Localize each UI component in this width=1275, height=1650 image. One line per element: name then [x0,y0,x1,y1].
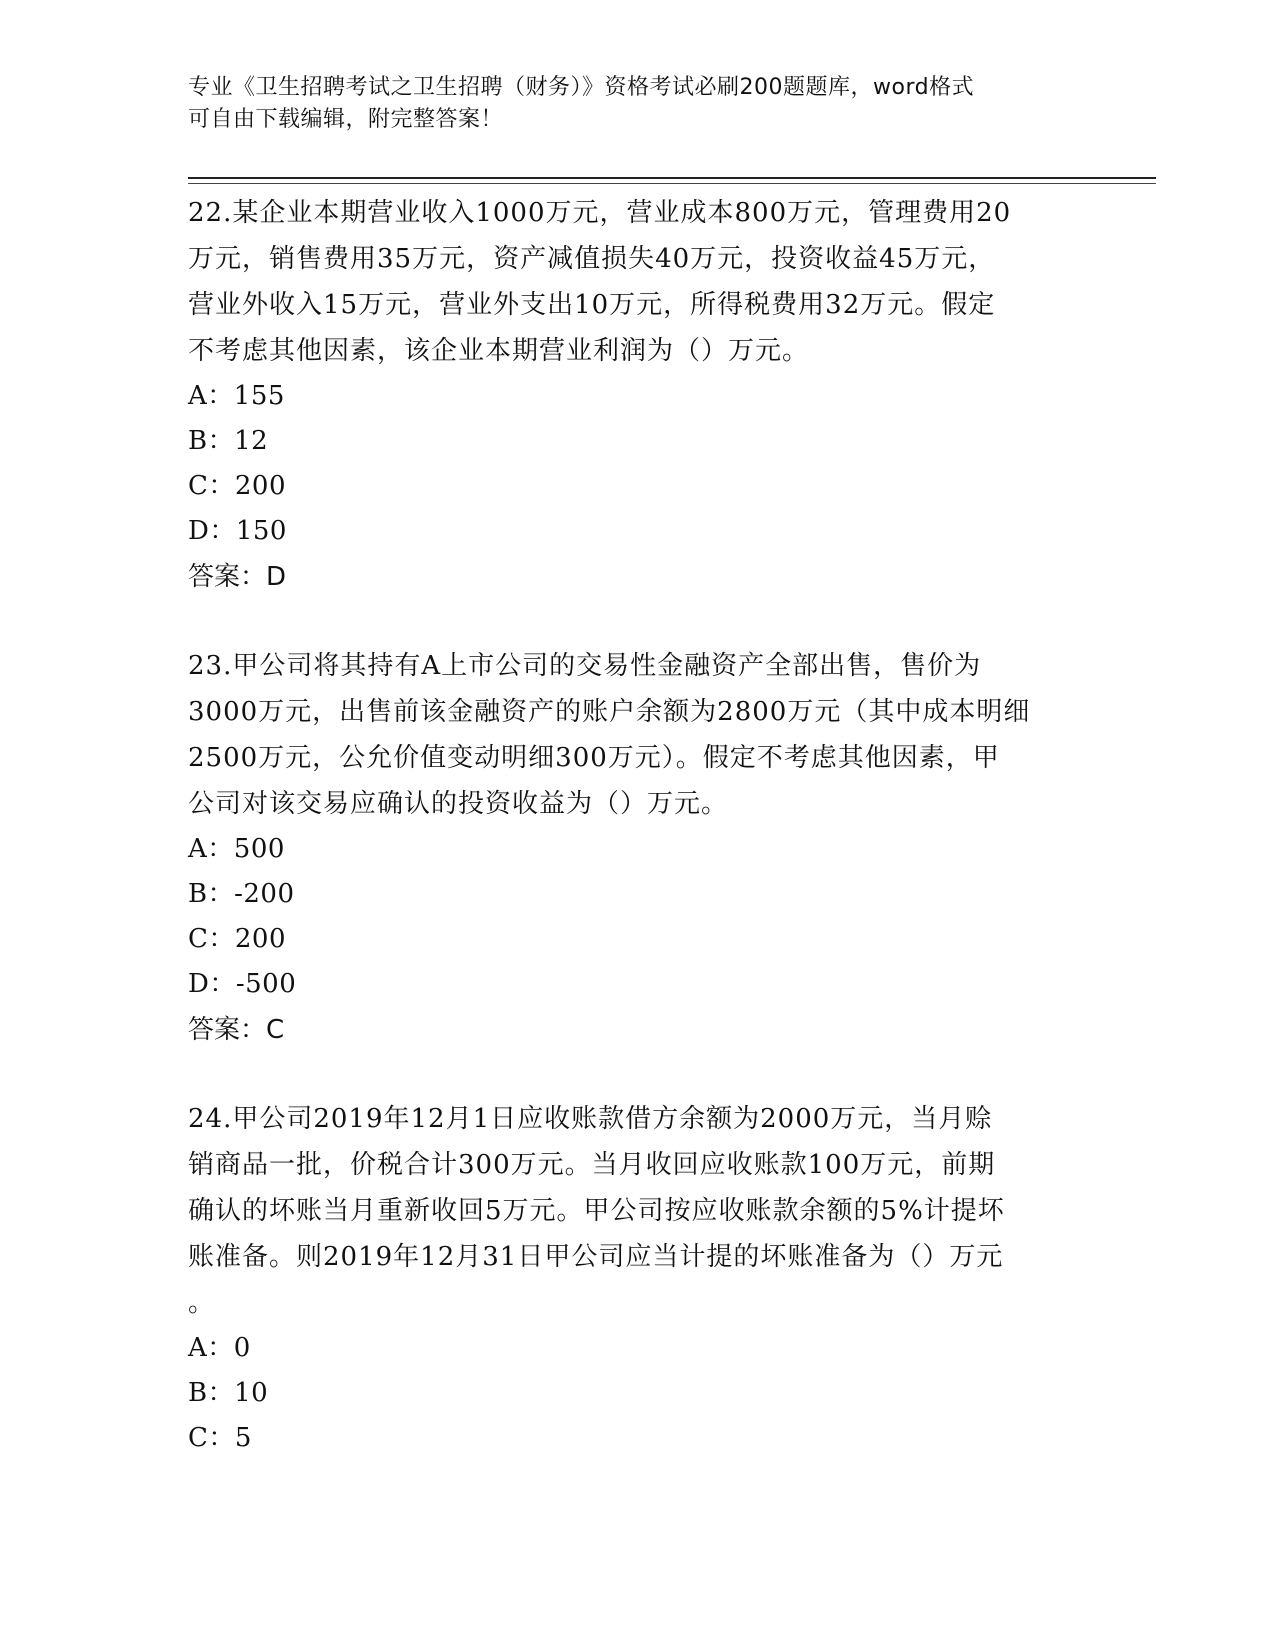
header-divider-thin [188,183,1156,184]
option-d: D：150 [188,516,287,546]
question-spacer [188,1053,1088,1096]
option-a: A：500 [188,834,285,864]
stem-line: 2500万元，公允价值变动明细300万元）。假定不考虑其他因素，甲 [188,743,1000,773]
stem-line: 营业外收入15万元，营业外支出10万元，所得税费用32万元。假定 [188,290,996,320]
header-divider-thick [188,177,1156,179]
stem-line: 3000万元，出售前该金融资产的账户余额为2800万元（其中成本明细 [188,697,1031,727]
question-24 [188,1096,1088,1461]
header-line-1: 专业《卫生招聘考试之卫生招聘（财务）》资格考试必刷200题题库，word格式 [188,75,975,100]
stem-line: 万元，销售费用35万元，资产减值损失40万元，投资收益45万元， [188,244,996,274]
page-header [188,72,1068,136]
stem-line: 账准备。则2019年12月31日甲公司应当计提的坏账准备为（）万元 [188,1242,1004,1272]
stem-line: 24.甲公司2019年12月1日应收账款借方余额为2000万元，当月赊 [188,1104,993,1134]
option-b: B：12 [188,426,269,456]
question-stem [188,190,1078,374]
answer-text: 答案：C [188,1015,285,1045]
option-b: B：10 [188,1378,269,1408]
option-b: B：-200 [188,879,295,909]
option-c: C：200 [188,924,287,954]
stem-line: 公司对该交易应确认的投资收益为（）万元。 [188,789,729,819]
option-d: D：-500 [188,969,297,999]
question-list [188,190,1088,1461]
option-a: A：155 [188,381,285,411]
option-a: A：0 [188,1333,251,1363]
question-spacer [188,600,1088,643]
option-c: C：5 [188,1423,252,1453]
stem-line: 销商品一批，价税合计300万元。当月收回应收账款100万元，前期 [188,1150,996,1180]
question-stem [188,1096,1078,1326]
answer-text: 答案：D [188,562,287,592]
question-22 [188,190,1088,600]
stem-line: 22.某企业本期营业收入1000万元，营业成本800万元，管理费用20 [188,198,1012,228]
stem-line: 确认的坏账当月重新收回5万元。甲公司按应收账款余额的5%计提坏 [188,1196,1005,1226]
header-line-2: 可自由下载编辑，附完整答案！ [188,107,504,132]
stem-line: 23.甲公司将其持有A上市公司的交易性金融资产全部出售，售价为 [188,651,982,681]
question-23 [188,643,1088,1053]
stem-line: 。 [188,1288,216,1318]
option-c: C：200 [188,471,287,501]
question-stem [188,643,1078,827]
stem-line: 不考虑其他因素，该企业本期营业利润为（）万元。 [188,336,810,366]
